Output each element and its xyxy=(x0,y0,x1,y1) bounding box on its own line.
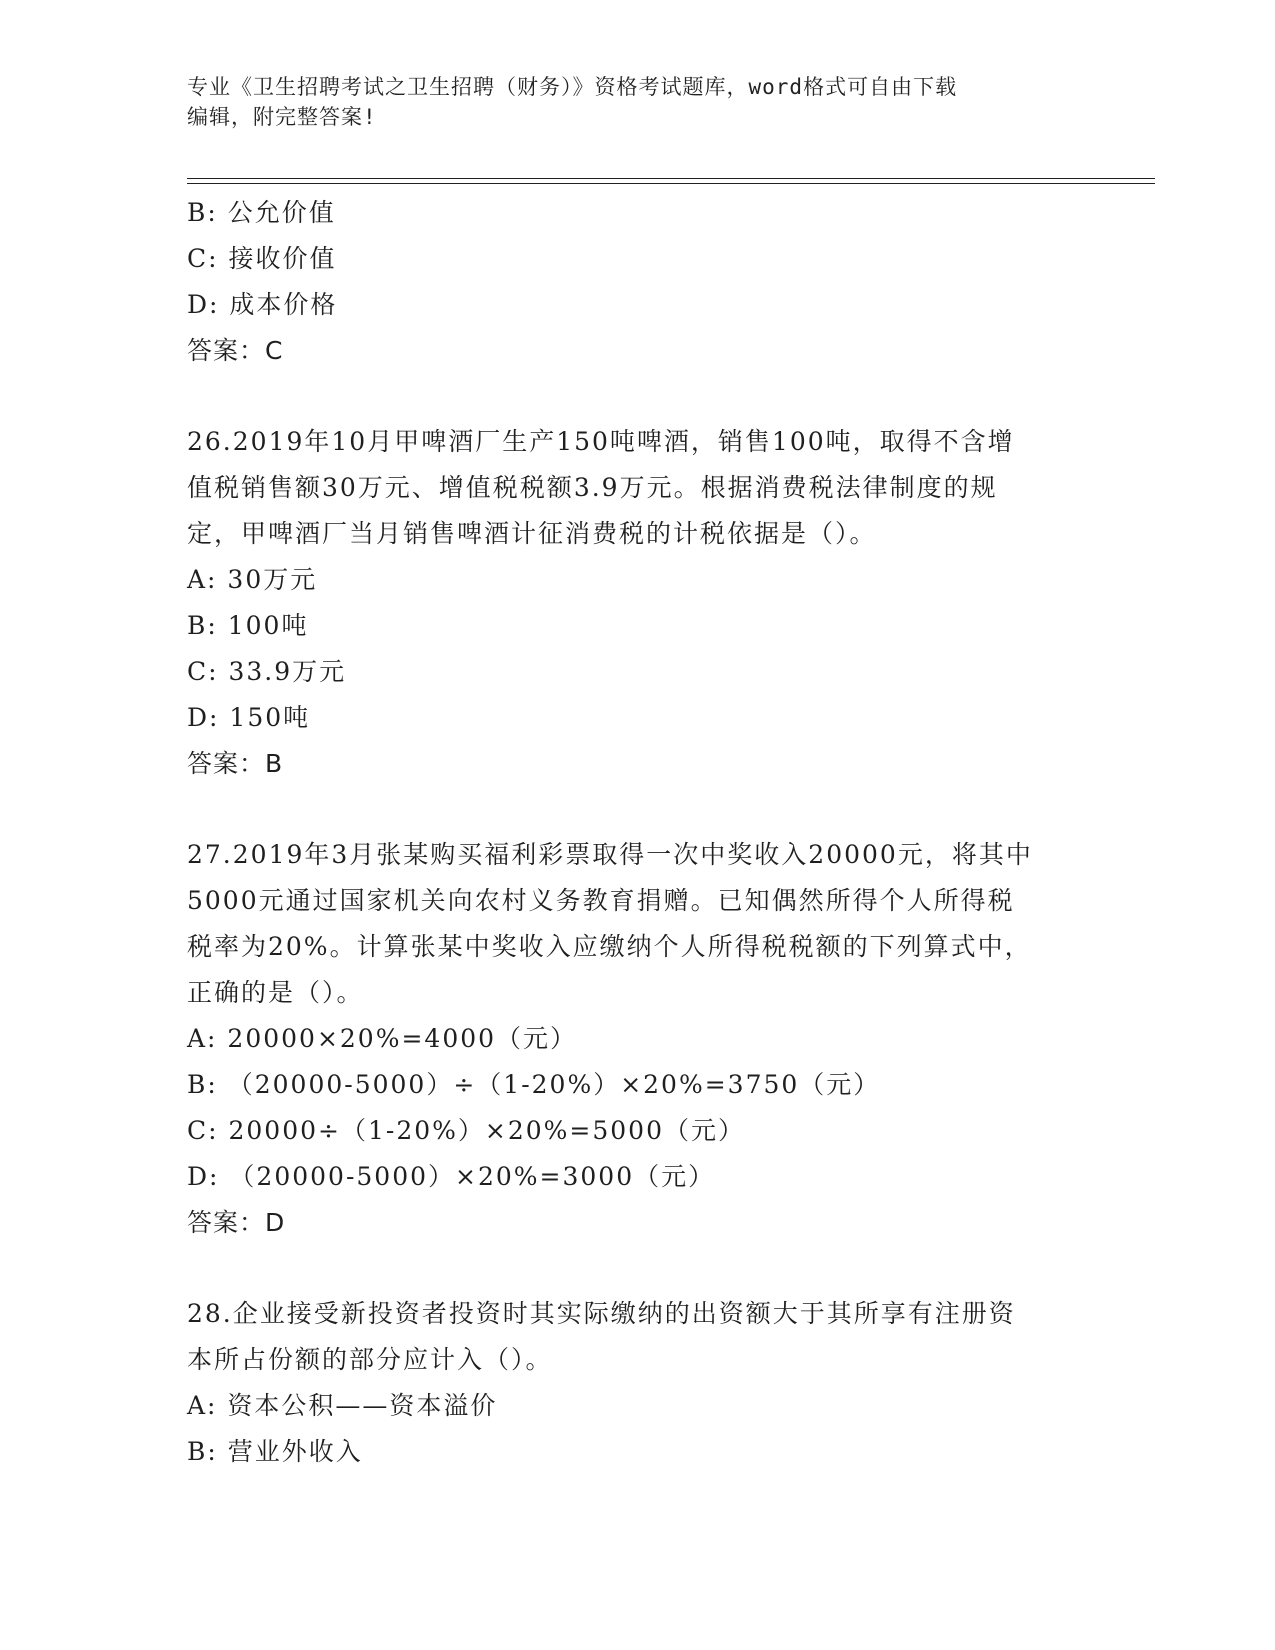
option-a: A: 30万元 xyxy=(187,565,318,594)
question-stem-line: 26.2019年10月甲啤酒厂生产150吨啤酒，销售100吨，取得不含增 xyxy=(187,427,1015,456)
option-b: B: 公允价值 xyxy=(187,198,336,227)
question-spacer xyxy=(187,374,1087,419)
question-25-tail xyxy=(187,190,1087,374)
question-26 xyxy=(187,419,1087,787)
header-divider-top xyxy=(187,178,1155,179)
option-b: B: 100吨 xyxy=(187,611,309,640)
question-stem-line: 定，甲啤酒厂当月销售啤酒计征消费税的计税依据是（）。 xyxy=(187,519,877,548)
question-stem-line: 5000元通过国家机关向农村义务教育捐赠。已知偶然所得个人所得税 xyxy=(187,886,1015,915)
header-title-line-1: 专业《卫生招聘考试之卫生招聘（财务）》资格考试题库，word格式可自由下载 xyxy=(187,75,958,99)
option-c: C: 33.9万元 xyxy=(187,657,347,686)
question-stem-line: 28.企业接受新投资者投资时其实际缴纳的出资额大于其所享有注册资 xyxy=(187,1299,1016,1328)
question-28 xyxy=(187,1291,1087,1475)
option-a: A: 20000×20%=4000（元） xyxy=(187,1024,578,1053)
question-list xyxy=(187,190,1087,1475)
question-spacer xyxy=(187,787,1087,832)
option-d: D: 成本价格 xyxy=(187,290,338,319)
question-stem-line: 本所占份额的部分应计入（）。 xyxy=(187,1345,553,1374)
option-c: C: 20000÷（1-20%）×20%=5000（元） xyxy=(187,1116,745,1145)
question-stem-line: 正确的是（）。 xyxy=(187,978,364,1007)
option-d: D: （20000-5000）×20%=3000（元） xyxy=(187,1162,716,1191)
answer-label: 答案：D xyxy=(187,1208,286,1237)
option-d: D: 150吨 xyxy=(187,703,311,732)
question-spacer xyxy=(187,1246,1087,1291)
option-a: A: 资本公积——资本溢价 xyxy=(187,1391,498,1420)
option-b: B: （20000-5000）÷（1-20%）×20%=3750（元） xyxy=(187,1070,881,1099)
option-b: B: 营业外收入 xyxy=(187,1437,363,1466)
answer-label: 答案：C xyxy=(187,336,284,365)
question-27 xyxy=(187,832,1087,1246)
question-stem-line: 税率为20%。计算张某中奖收入应缴纳个人所得税税额的下列算式中， xyxy=(187,932,1032,961)
page-header xyxy=(187,72,1067,132)
question-stem-line: 27.2019年3月张某购买福利彩票取得一次中奖收入20000元，将其中 xyxy=(187,840,1033,869)
answer-label: 答案：B xyxy=(187,749,284,778)
header-title-line-2: 编辑，附完整答案! xyxy=(187,105,377,129)
option-c: C: 接收价值 xyxy=(187,244,337,273)
header-divider-bottom xyxy=(187,183,1155,184)
question-stem-line: 值税销售额30万元、增值税税额3.9万元。根据消费税法律制度的规 xyxy=(187,473,998,502)
